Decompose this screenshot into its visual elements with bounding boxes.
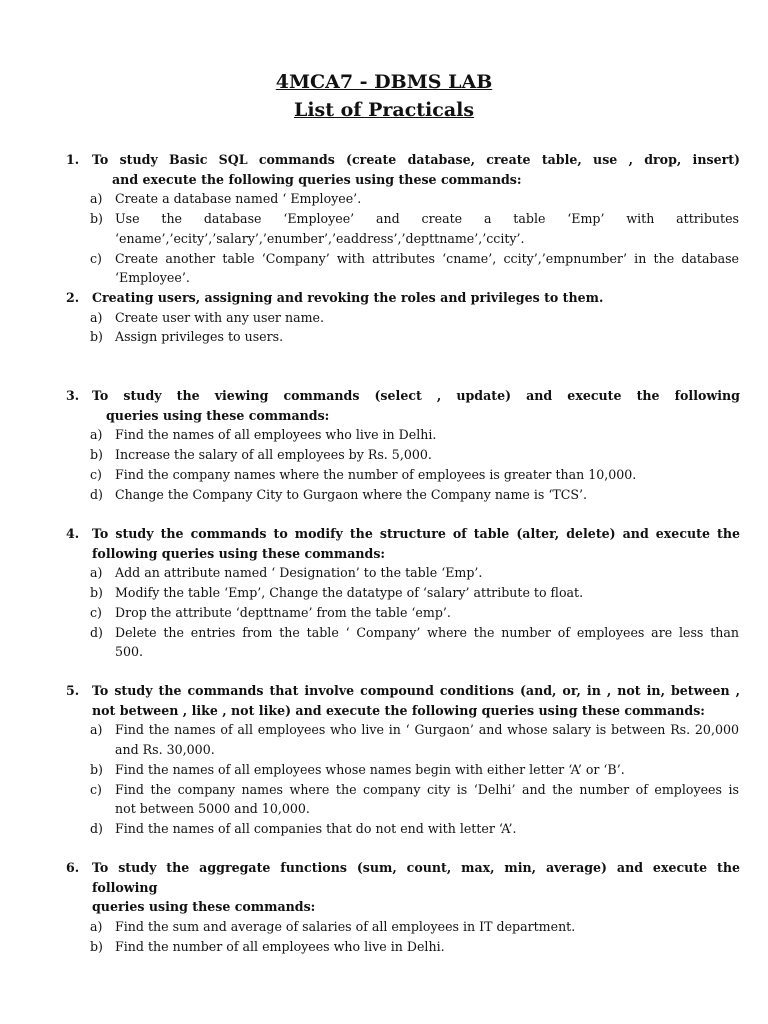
practical-heading-continued: queries using these commands:: [106, 407, 330, 423]
subitem-letter: c): [90, 466, 102, 482]
subitem-text: Delete the entries from the table ‘ Company’ where the number of employees are less than: [115, 624, 739, 640]
practical-subitem: [0, 937, 768, 957]
subitem-letter: d): [90, 486, 103, 502]
subitem-letter: a): [90, 565, 103, 581]
practical-subitem: [0, 209, 768, 248]
subitem-text: Create a database named ‘ Employee’.: [115, 191, 362, 207]
practical-number: 1.: [66, 152, 80, 167]
practical-subitem: [0, 425, 768, 445]
subitem-text-continued: not between 5000 and 10,000.: [115, 801, 310, 817]
document-title: 4MCA7 - DBMS LAB: [275, 71, 493, 93]
practical-item: [0, 524, 768, 662]
subitem-text-continued: and Rs. 30,000.: [115, 742, 215, 758]
practical-item: [0, 386, 768, 504]
subitem-text: Assign privileges to users.: [115, 329, 284, 345]
practical-subitem: [0, 623, 768, 662]
practical-heading-continued: and execute the following queries using these commands:: [112, 171, 522, 187]
subitem-text: Modify the table ‘Emp’, Change the datatype of ‘salary’ attribute to float.: [115, 585, 584, 601]
subitem-text: Find the names of all companies that do not end with letter ‘A’.: [115, 820, 517, 836]
subitem-letter: c): [90, 604, 102, 620]
subitem-letter: c): [90, 781, 102, 797]
practical-subitem: [0, 308, 768, 328]
practical-heading: To study Basic SQL commands (create database, create table, use , drop, insert): [92, 152, 740, 167]
practical-heading: To study the aggregate functions (sum, count, max, min, average) and execute the following: [92, 860, 740, 895]
subitem-text: Find the names of all employees whose names begin with either letter ‘A’ or ‘B’.: [115, 761, 625, 777]
practical-subitem: [0, 917, 768, 937]
subitem-text: Add an attribute named ‘ Designation’ to the table ‘Emp’.: [115, 565, 483, 581]
subitem-letter: a): [90, 427, 103, 443]
subitem-text-continued: 500.: [115, 644, 144, 660]
practical-subitem: [0, 603, 768, 623]
subitem-letter: b): [90, 447, 103, 463]
practical-heading-continued: not between , like , not like) and execute the following queries using these commands:: [92, 702, 705, 718]
practical-item: [0, 288, 768, 347]
practical-number: 4.: [66, 526, 80, 541]
practical-subitem: [0, 819, 768, 839]
practical-heading-continued: queries using these commands:: [92, 899, 316, 915]
subitem-text: Create another table ‘Company’ with attributes ‘cname’, ccity’,’empnumber’ in the database: [115, 250, 739, 266]
subitem-text: Find the names of all employees who live in Delhi.: [115, 427, 437, 443]
practical-subitem: [0, 760, 768, 780]
subitem-letter: b): [90, 761, 103, 777]
subitem-letter: c): [90, 250, 102, 266]
subitem-text: Change the Company City to Gurgaon where the Company name is ‘TCS’.: [115, 486, 588, 502]
subitem-letter: b): [90, 211, 103, 227]
subitem-letter: a): [90, 309, 103, 325]
practical-number: 5.: [66, 683, 80, 698]
practical-subitem: [0, 327, 768, 347]
subitem-text: Find the company names where the number of employees is greater than 10,000.: [115, 466, 637, 482]
subitem-letter: b): [90, 938, 103, 954]
subitem-text: Increase the salary of all employees by Rs. 5,000.: [115, 447, 432, 463]
subitem-text-continued: ‘Employee’.: [115, 270, 190, 286]
practical-subitem: [0, 485, 768, 505]
subitem-text: Use the database ‘Employee’ and create a table ‘Emp’ with attributes: [115, 211, 739, 227]
subitem-text: Find the number of all employees who live in Delhi.: [115, 938, 445, 954]
practical-number: 2.: [66, 290, 80, 305]
practical-number: 6.: [66, 860, 80, 875]
practical-number: 3.: [66, 388, 80, 403]
practical-heading: To study the commands that involve compound conditions (and, or, in , not in, between ,: [92, 683, 740, 698]
subitem-letter: a): [90, 191, 103, 207]
practical-subitem: [0, 249, 768, 288]
subitem-letter: b): [90, 329, 103, 345]
practical-subitem: [0, 780, 768, 819]
practical-subitem: [0, 445, 768, 465]
practical-heading: To study the commands to modify the structure of table (alter, delete) and execute the: [92, 526, 740, 541]
subitem-text: Find the company names where the company city is ‘Delhi’ and the number of employees is: [115, 781, 739, 797]
practical-item: [0, 858, 768, 957]
document-subtitle: List of Practicals: [293, 99, 475, 121]
practical-heading: To study the viewing commands (select , update) and execute the following: [92, 388, 740, 403]
practical-subitem: [0, 583, 768, 603]
practical-item: [0, 150, 768, 288]
practical-subitem: [0, 563, 768, 583]
practical-subitem: [0, 720, 768, 759]
subitem-letter: d): [90, 820, 103, 836]
practical-item: [0, 681, 768, 839]
subitem-letter: d): [90, 624, 103, 640]
subitem-text: Find the sum and average of salaries of all employees in IT department.: [115, 919, 576, 935]
practical-heading: Creating users, assigning and revoking the roles and privileges to them.: [92, 290, 604, 305]
subitem-text: Find the names of all employees who live in ‘ Gurgaon’ and whose salary is between Rs. 20,000: [115, 722, 739, 738]
subitem-text-continued: ‘ename’,’ecity’,’salary’,’enumber’,’eaddress’,’depttname’,’ccity’.: [115, 230, 525, 246]
practical-heading-continued: following queries using these commands:: [92, 545, 386, 561]
practical-subitem: [0, 189, 768, 209]
subitem-letter: a): [90, 722, 103, 738]
practical-subitem: [0, 465, 768, 485]
subitem-text: Drop the attribute ‘depttname’ from the table ‘emp’.: [115, 604, 451, 620]
subitem-letter: a): [90, 919, 103, 935]
subitem-letter: b): [90, 585, 103, 601]
subitem-text: Create user with any user name.: [115, 309, 324, 325]
